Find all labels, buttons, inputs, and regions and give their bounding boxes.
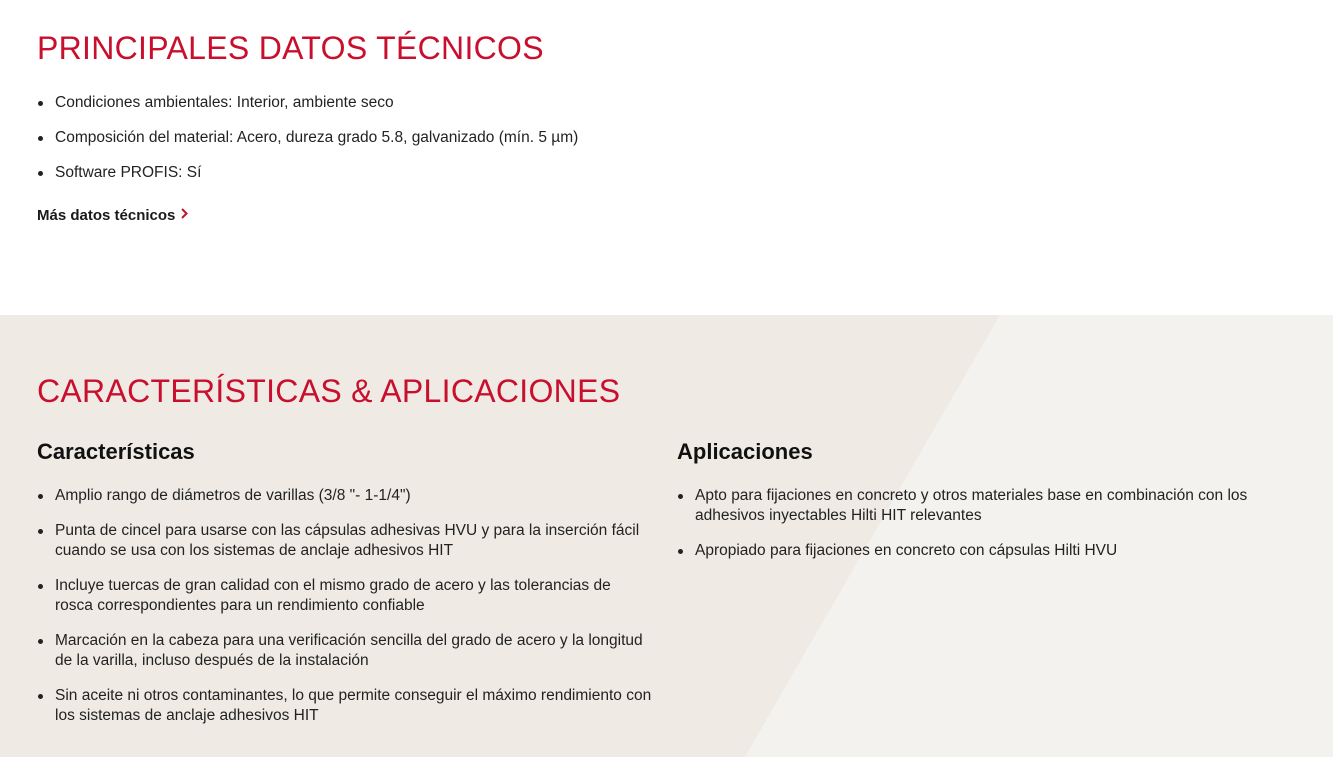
list-item: Apto para fijaciones en concreto y otros materiales base en combinación con los adhesivos inyectables Hilti HIT relevantes: [677, 486, 1282, 526]
list-item: Incluye tuercas de gran calidad con el mismo grado de acero y las tolerancias de rosca correspondientes para un rendimiento confiable: [37, 576, 652, 616]
technical-data-section: [0, 0, 1333, 315]
features-applications-title: CARACTERÍSTICAS & APLICACIONES: [37, 373, 621, 409]
chevron-right-icon: [181, 206, 188, 223]
applications-list: [677, 486, 1282, 576]
list-item: Amplio rango de diámetros de varillas (3/8 "- 1-1/4"): [37, 486, 652, 506]
applications-heading: Aplicaciones: [677, 439, 813, 464]
technical-data-list: [37, 93, 937, 198]
list-item: Software PROFIS: Sí: [37, 163, 937, 183]
more-technical-data-label: Más datos técnicos: [37, 207, 176, 224]
features-list: [37, 486, 652, 741]
more-technical-data-link[interactable]: [37, 206, 188, 224]
list-item: Composición del material: Acero, dureza grado 5.8, galvanizado (mín. 5 µm): [37, 128, 937, 148]
list-item: Apropiado para fijaciones en concreto con cápsulas Hilti HVU: [677, 541, 1282, 561]
list-item: Marcación en la cabeza para una verificación sencilla del grado de acero y la longitud de la varilla, incluso después de la instalación: [37, 631, 652, 671]
list-item: Sin aceite ni otros contaminantes, lo que permite conseguir el máximo rendimiento con los sistemas de anclaje adhesivos HIT: [37, 686, 652, 726]
list-item: Condiciones ambientales: Interior, ambiente seco: [37, 93, 937, 113]
list-item: Punta de cincel para usarse con las cápsulas adhesivas HVU y para la inserción fácil cuando se usa con los sistemas de anclaje adhesivos HIT: [37, 521, 652, 561]
features-applications-section: [0, 315, 1333, 757]
technical-data-title: PRINCIPALES DATOS TÉCNICOS: [37, 30, 544, 66]
features-heading: Características: [37, 439, 195, 464]
